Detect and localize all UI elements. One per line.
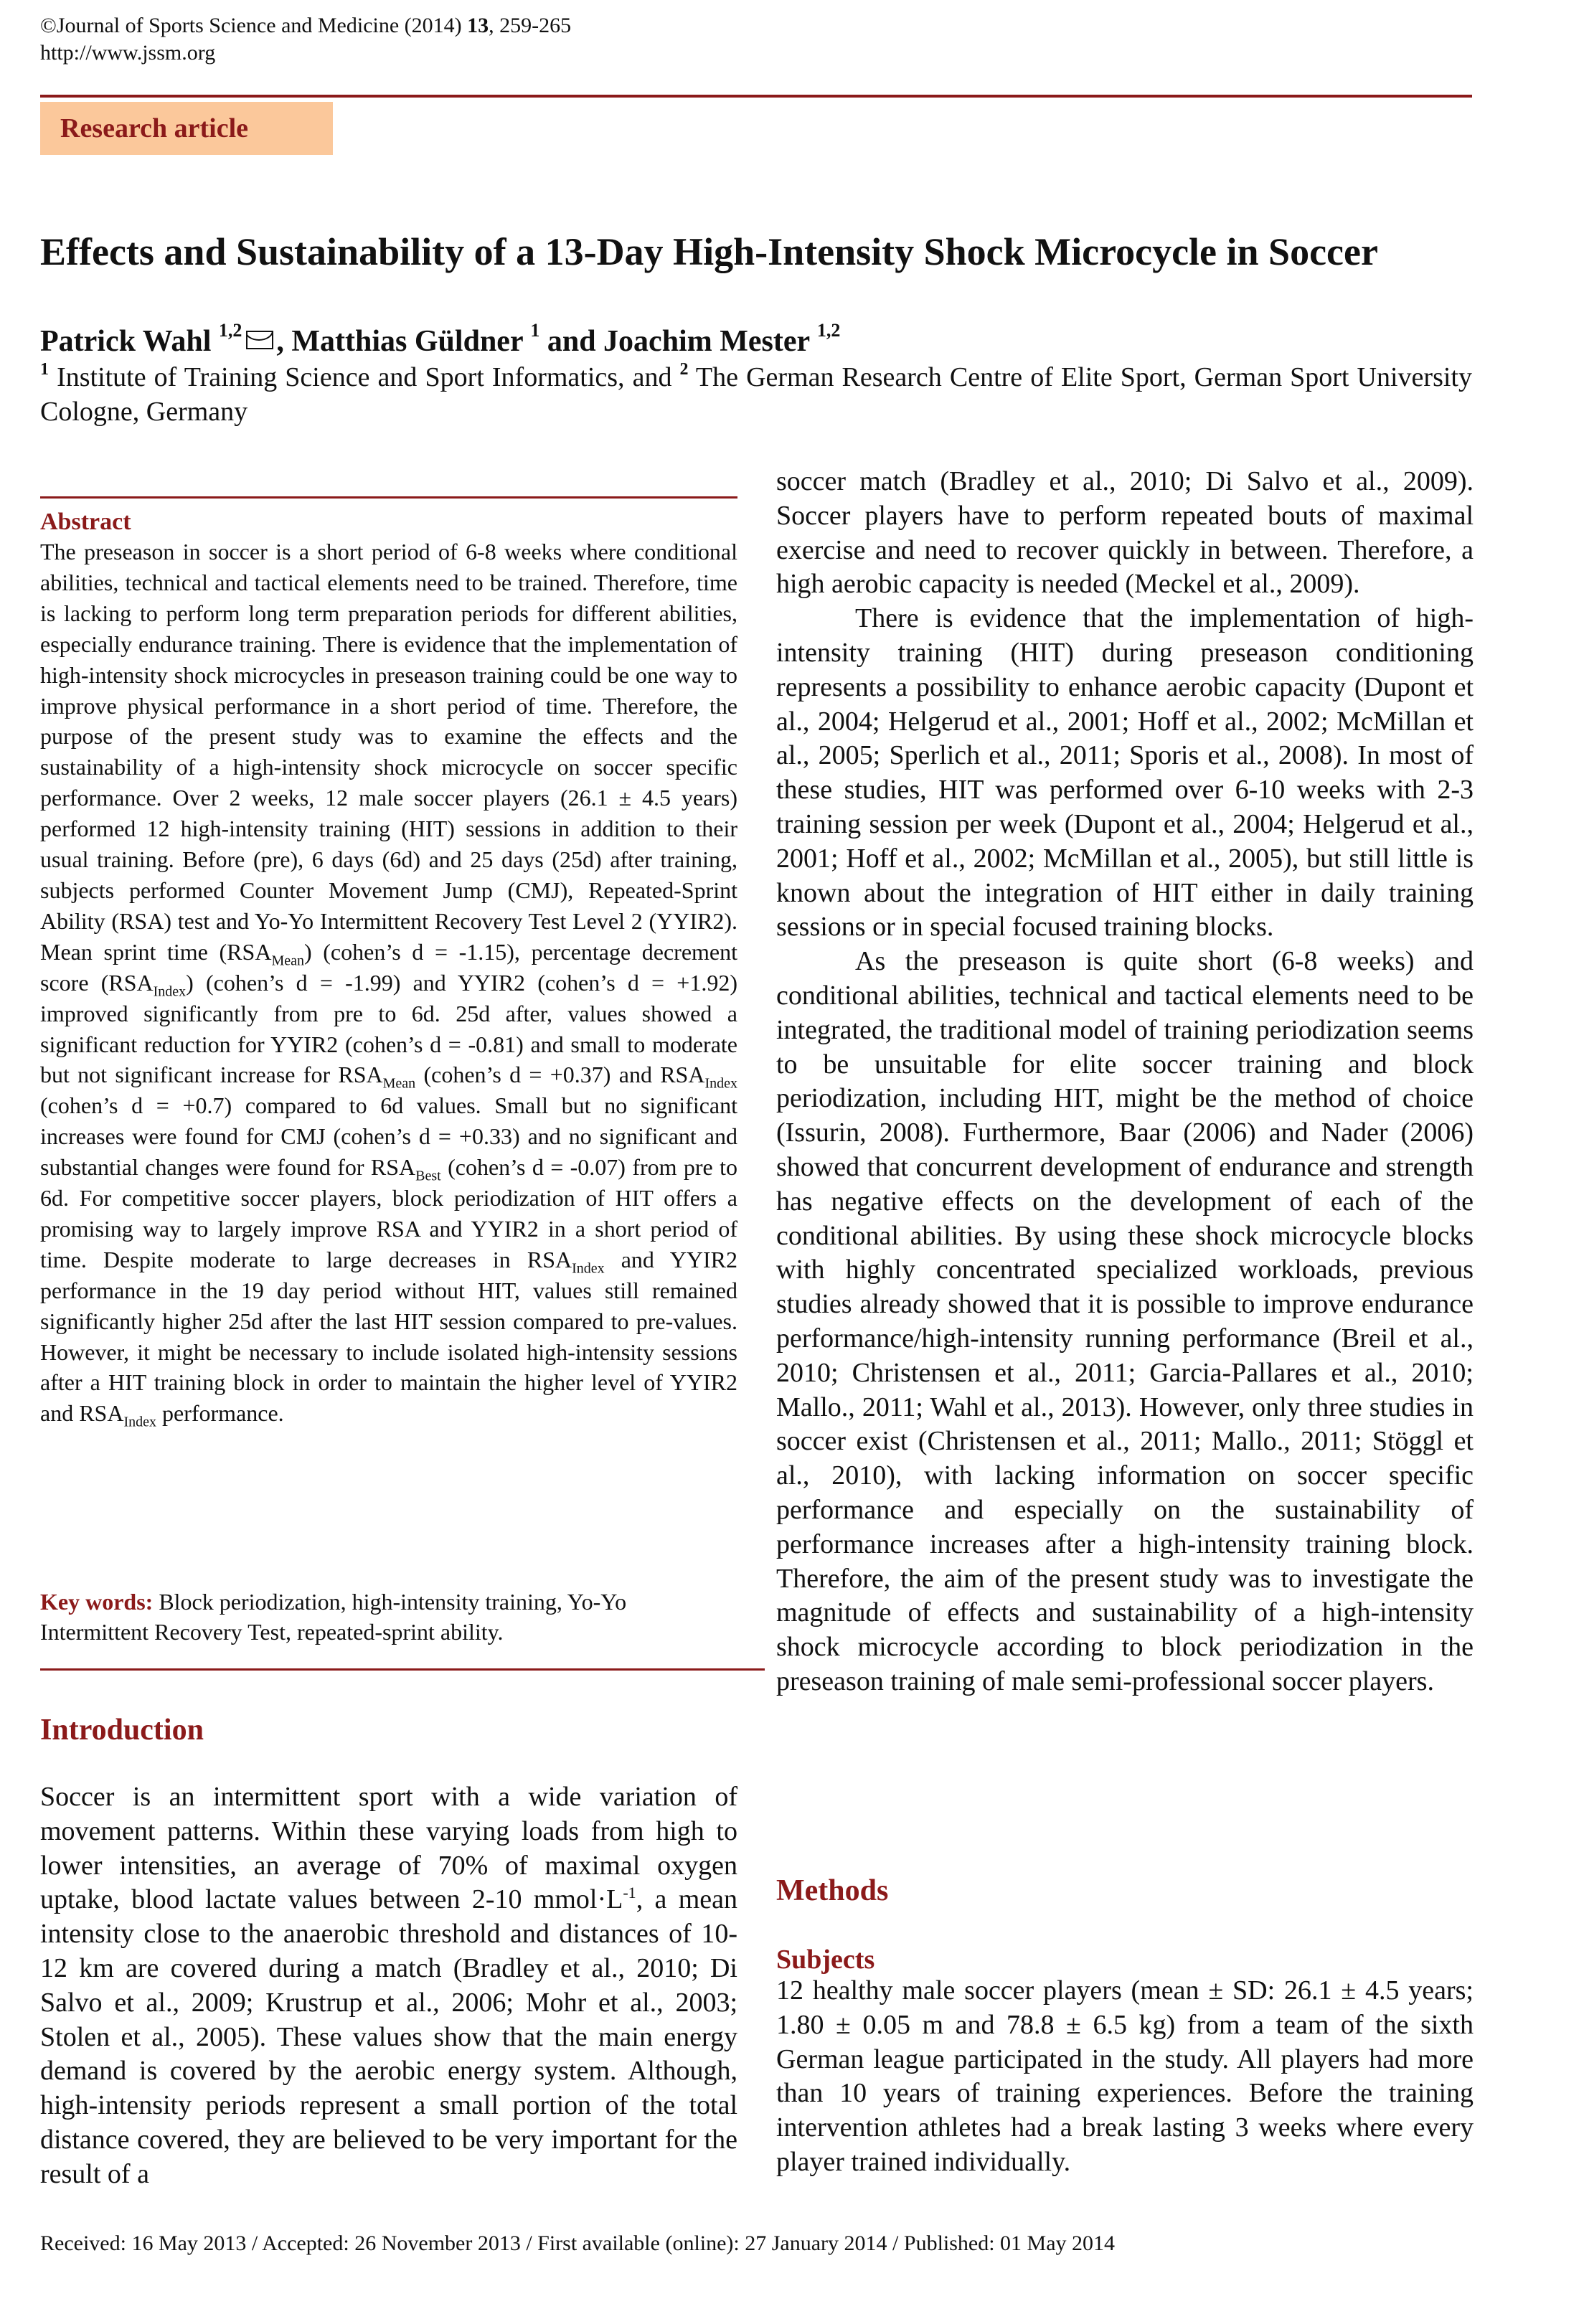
introduction-paragraph-3: As the preseason is quite short (6-8 weeks) and conditional abilities, technical and tactical elements need to be integrated, the traditional model of training periodization seems to be unsuitable for elite soccer training and block periodization, including HIT, might be the method of choice (Issurin, 2008). Furthermore, Baar (2006) and Nader (2006) showed that concurrent development of endurance and strength has negative effects on the development of each of the conditional abilities. By using these shock microcycle blocks with highly concentrated specialized workloads, previous studies already showed that it is possible to improve endurance performance/high-intensity running performance (Breil et al., 2010; Christensen et al., 2011; Garcia-Pallares et al., 2010; Mallo., 2011; Wahl et al., 2013). However, only three studies in soccer exist (Christensen et al., 2011; Mallo., 2011; Stöggl et al., 2010), with lacking information on soccer specific performance and especially on the sustainability of performance increases after a high-intensity training block. Therefore, the aim of the present study was to investigate the magnitude of effects and sustainability of a high-intensity shock microcycle according to block periodization in the preseason training of male semi-professional soccer players. [776, 946, 1474, 1696]
abstract-top-rule [40, 496, 737, 499]
subjects-heading: Subjects [776, 1945, 875, 1975]
introduction-heading: Introduction [40, 1714, 204, 1747]
affiliation-marker: 2 [679, 360, 689, 379]
abstract-segment: and YYIR2 performance in the 19 day period without HIT, values still remained significantly higher 25d after the last HIT session compared to pre-values. However, it might be necessary to include isolated high-intensity sessions after a HIT training block in order to maintain the higher level of YYIR2 and RSA [40, 1246, 737, 1427]
affiliation-marker: 1 [40, 360, 49, 379]
abstract-text [40, 537, 737, 1429]
author-affiliation-marker: 1,2 [816, 320, 841, 341]
abstract-segment: (cohen’s d = -0.07) from pre to 6d. For competitive soccer players, block periodization of HIT offers a promising way to largely improve RSA and YYIR2 in a short period of time. Despite moderate to large decreases in RSA [40, 1154, 738, 1272]
body-text: , a mean intensity close to the anaerobic threshold and distances of 10-12 km are covered during a match (Bradley et al., 2010; Di Salvo et al., 2009; Krustrup et al., 2006; Mohr et al., 2003; Stolen et al., 2005). These values show that the main energy demand is covered by the aerobic energy system. Although, high-intensity periods represent a small portion of the total distance covered, they are believed to be very important for the result of a [40, 1884, 738, 2189]
author-affiliation-marker: 1 [530, 320, 540, 341]
journal-url[interactable]: http://www.jssm.org [40, 41, 216, 65]
subscript: Mean [271, 953, 304, 969]
keywords-text: Block periodization, high-intensity training, Yo-Yo Intermittent Recovery Test, repeated-sprint ability. [40, 1589, 627, 1645]
abstract-segment: (cohen’s d = +0.7) compared to 6d values. Small but no significant increases were found for CMJ (cohen’s d = +0.33) and no significant and substantial changes were found for RSA [40, 1092, 737, 1181]
journal-volume: 13 [467, 14, 489, 37]
abstract-segment: ) (cohen’s d = -1.15), percentage decrement score (RSA [40, 938, 738, 996]
keywords-label: Key words: [40, 1589, 154, 1615]
article-type-badge: Research article [40, 102, 333, 155]
subjects-paragraph: 12 healthy male soccer players (mean ± SD: 26.1 ± 4.5 years; 1.80 ± 0.05 m and 78.8 ± 6.5 kg) from a team of the sixth German league participated in the study. All players had more than 10 years of training experiences. Before the training intervention athletes had a break lasting 3 weeks where every player trained individually. [776, 1975, 1474, 2177]
superscript: -1 [623, 1884, 636, 1902]
publication-dates: Received: 16 May 2013 / Accepted: 26 November 2013 / First available (online): 27 January 2014 / Published: 01 May 2014 [40, 2231, 1116, 2255]
subscript: Index [572, 1260, 605, 1277]
author-list [40, 321, 840, 362]
body-text: Soccer is an intermittent sport with a wide variation of movement patterns. Within these varying loads from high to lower intensities, an average of 70% of maximal oxygen uptake, blood lactate values between 2-10 mmol·L [40, 1782, 737, 1915]
header-rule [40, 95, 1472, 98]
subscript: Index [123, 1414, 156, 1430]
abstract-segment: The preseason in soccer is a short period of 6-8 weeks where conditional abilities, technical and tactical elements need to be trained. Therefore, time is lacking to perform long term preparation periods for different abilities, especially endurance training. There is evidence that the implementation of high-intensity shock microcycles in preseason training could be one way to improve physical performance in a short period of time. Therefore, the purpose of the present study was to examine the effects and the sustainability of a high-intensity shock microcycle on soccer specific performance. Over 2 weeks, 12 male soccer players (26.1 ± 4.5 years) performed 12 high-intensity training (HIT) sessions in addition to their usual training. Before (pre), 6 days (6d) and 25 days (25d) after training, subjects performed Counter Movement Jump (CMJ), Repeated-Sprint Ability (RSA) test and Yo-Yo Intermittent Recovery Test Level 2 (YYIR2). Mean sprint time (RSA [40, 539, 737, 965]
abstract-bottom-rule [40, 1668, 765, 1671]
subscript: Index [153, 983, 187, 1000]
affiliation-text: Institute of Training Science and Sport Informatics, and [49, 362, 680, 392]
introduction-paragraph-1 [40, 1780, 737, 2192]
email-envelope-icon[interactable] [246, 331, 273, 349]
author-affiliation-marker: 1,2 [218, 320, 242, 341]
right-column-text [776, 465, 1474, 1699]
journal-pages: , 259-265 [489, 14, 572, 37]
abstract-segment: performance. [156, 1400, 284, 1427]
subscript: Best [415, 1168, 441, 1184]
subscript: Mean [382, 1075, 416, 1092]
subscript: Index [704, 1075, 738, 1092]
author-name: , Matthias Güldner [276, 325, 531, 358]
abstract-heading: Abstract [40, 509, 131, 535]
journal-citation [40, 13, 571, 39]
abstract-segment: ) (cohen’s d = -1.99) and YYIR2 (cohen’s d = +1.92) improved significantly from pre to 6d. 25d after, values showed a significant reduction for YYIR2 (cohen’s d = -0.81) and small to moderate but not significant increase for RSA [40, 969, 738, 1088]
introduction-paragraph-1-cont: soccer match (Bradley et al., 2010; Di Salvo et al., 2009). Soccer players have to perform repeated bouts of maximal exercise and need to recover quickly in between. Therefore, a high aerobic capacity is needed (Meckel et al., 2009). [776, 466, 1474, 600]
journal-name: ©Journal of Sports Science and Medicine (2014) [40, 14, 468, 37]
author-name: and Joachim Mester [539, 325, 817, 358]
methods-heading: Methods [776, 1874, 889, 1907]
affiliation-text: The German Research Centre of Elite Sport, German Sport University Cologne, Germany [40, 362, 1472, 427]
abstract-segment: (cohen’s d = +0.37) and RSA [415, 1062, 705, 1088]
keywords [40, 1587, 737, 1647]
introduction-paragraph-2: There is evidence that the implementation of high-intensity training (HIT) during preseason conditioning represents a possibility to enhance aerobic capacity (Dupont et al., 2004; Helgerud et al., 2001; Hoff et al., 2002; McMillan et al., 2005; Sperlich et al., 2011; Sporis et al., 2008). In most of these studies, HIT was performed over 6-10 weeks with 2-3 training session per week (Dupont et al., 2004; Helgerud et al., 2001; Hoff et al., 2002; McMillan et al., 2005), but still little is known about the integration of HIT either in daily training sessions or in special focused training blocks. [776, 603, 1474, 943]
author-name: Patrick Wahl [40, 325, 219, 358]
article-title: Effects and Sustainability of a 13-Day High-Intensity Shock Microcycle in Soccer [40, 230, 1378, 273]
affiliations [40, 360, 1472, 429]
